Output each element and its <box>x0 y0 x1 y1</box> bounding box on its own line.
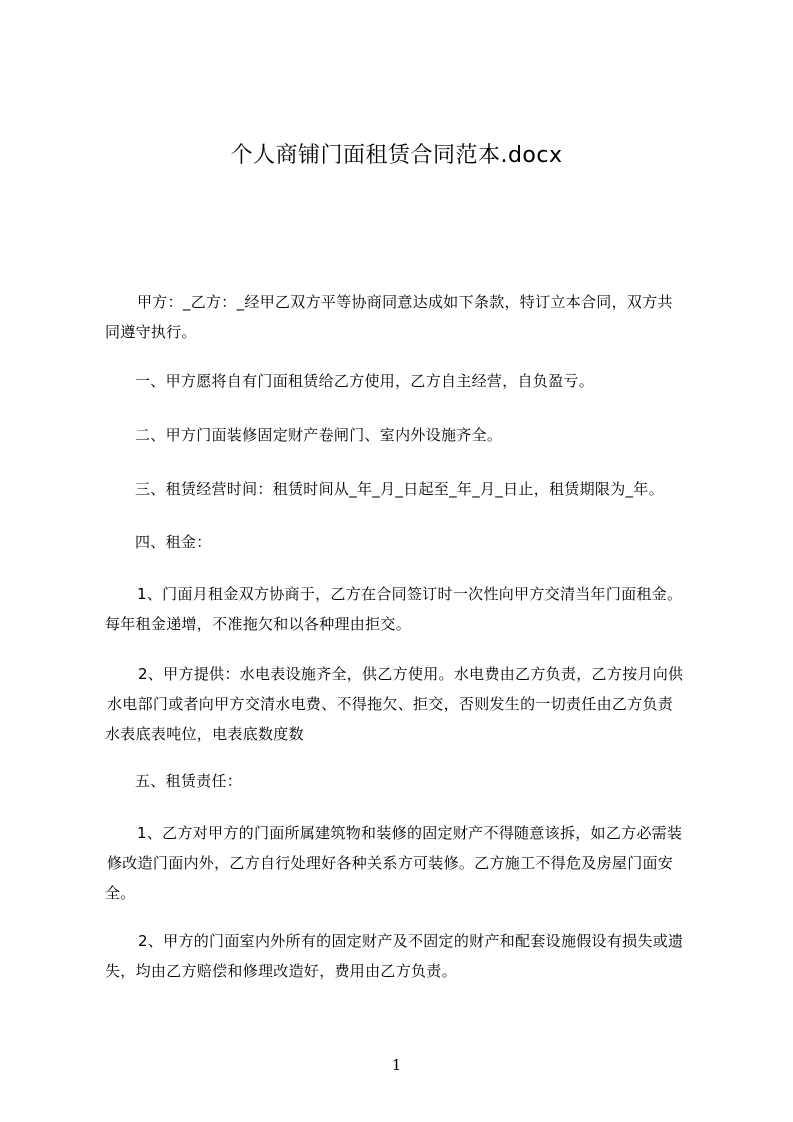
paragraph-line: 五、租赁责任： <box>135 772 243 790</box>
paragraph-clause-4-2 <box>105 659 705 749</box>
paragraph-line: 水电部门或者向甲方交清水电费、不得拖欠、拒交，否则发生的一切责任由乙方负责 <box>107 695 674 713</box>
paragraph-clause-4-1 <box>105 579 705 639</box>
paragraph-clause-3 <box>105 474 705 504</box>
paragraph-line: 甲方：_乙方：_经甲乙双方平等协商同意达成如下条款，特订立本合同，双方共 <box>137 293 673 311</box>
document-title: 个人商铺门面租赁合同范本.docx <box>230 143 563 168</box>
paragraph-clause-1 <box>105 366 705 396</box>
paragraph-clause-5-2 <box>105 926 705 986</box>
paragraph-line: 失，均由乙方赔偿和修理改造好，费用由乙方负责。 <box>105 962 457 980</box>
paragraph-line: 四、租金： <box>135 533 212 551</box>
paragraph-clause-4 <box>105 527 705 557</box>
paragraph-line: 同遵守执行。 <box>105 323 197 341</box>
paragraph-line: 2、甲方的门面室内外所有的固定财产及不固定的财产和配套设施假设有损失或遗 <box>138 932 684 950</box>
paragraph-line: 三、租赁经营时间：租赁时间从_年_月_日起至_年_月_日止，租赁期限为_年。 <box>135 480 664 498</box>
paragraph-line: 修改造门面内外，乙方自行处理好各种关系方可装修。乙方施工不得危及房屋门面安 <box>107 854 674 872</box>
page-number: 1 <box>391 1056 402 1074</box>
paragraph-line: 1、乙方对甲方的门面所属建筑物和装修的固定财产不得随意该拆，如乙方必需装 <box>137 824 683 842</box>
paragraph-line: 水表底表吨位，电表底数度数 <box>105 725 304 743</box>
paragraph-line: 全。 <box>105 884 136 902</box>
paragraph-clause-5-1 <box>105 818 705 908</box>
paragraph-line: 二、甲方门面装修固定财产卷闸门、室内外设施齐全。 <box>135 426 503 444</box>
paragraph-intro <box>105 287 705 347</box>
paragraph-line: 一、甲方愿将自有门面租赁给乙方使用，乙方自主经营，自负盈亏。 <box>135 372 595 390</box>
paragraph-clause-2 <box>105 420 705 450</box>
paragraph-line: 1、门面月租金双方协商于，乙方在合同签订时一次性向甲方交清当年门面租金。 <box>137 585 683 603</box>
paragraph-clause-5 <box>105 766 705 796</box>
paragraph-line: 2、甲方提供：水电表设施齐全，供乙方使用。水电费由乙方负责，乙方按月向供 <box>138 665 684 683</box>
paragraph-line: 每年租金递增，不准拖欠和以各种理由拒交。 <box>105 615 412 633</box>
